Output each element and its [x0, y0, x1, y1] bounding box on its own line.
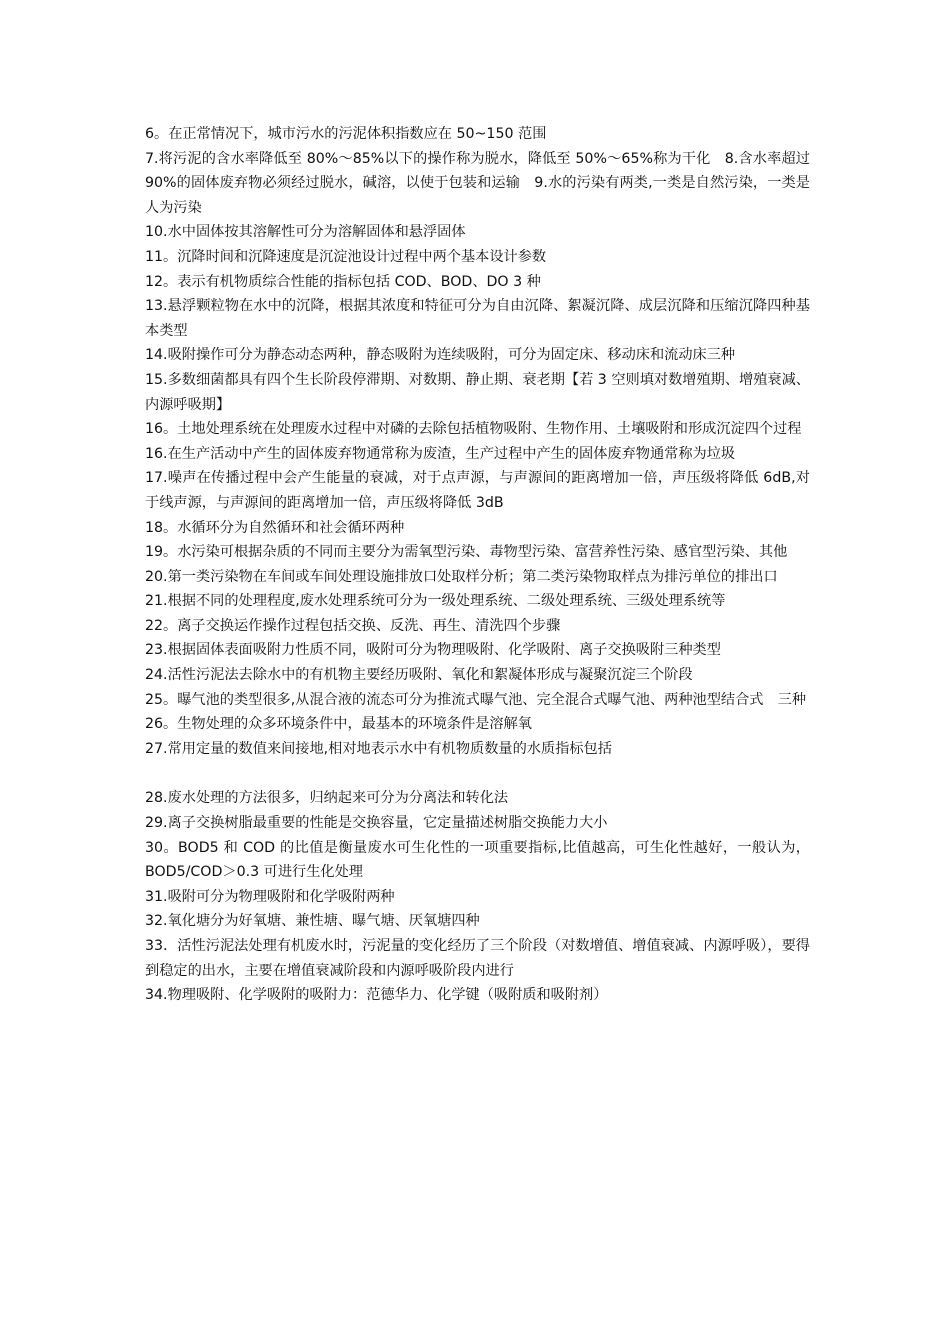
paragraph-10: 10.水中固体按其溶解性可分为溶解固体和悬浮固体: [145, 224, 466, 241]
paragraph-23: 23.根据固体表面吸附力性质不同，吸附可分为物理吸附、化学吸附、离子交换吸附三种类型: [145, 642, 721, 659]
paragraph-17: 17.噪声在传播过程中会产生能量的衰减，对于点声源，与声源间的距离增加一倍，声压级将降低 6dB,对于线声源，与声源间的距离增加一倍，声压级将降低 3dB: [145, 470, 810, 511]
paragraph-18: 18。水循环分为自然循环和社会循环两种: [145, 519, 405, 536]
paragraph-33: 33．活性污泥法处理有机废水时，污泥量的变化经历了三个阶段（对数增值、增值衰减、内源呼吸），要得到稳定的出水，主要在增值衰减阶段和内源呼吸阶段内进行: [145, 938, 810, 979]
paragraph-34: 34.物理吸附、化学吸附的吸附力：范德华力、化学键（吸附质和吸附剂）: [145, 987, 608, 1004]
paragraph-16b: 16.在生产活动中产生的固体废弃物通常称为废渣，生产过程中产生的固体废弃物通常称为垃圾: [145, 445, 736, 462]
paragraph-28: 28.废水处理的方法很多，归纳起来可分为分离法和转化法: [145, 790, 509, 807]
paragraph-14: 14.吸附操作可分为静态动态两种，静态吸附为连续吸附，可分为固定床、移动床和流动床三种: [145, 347, 736, 364]
paragraph-7-9: 7.将污泥的含水率降低至 80%～85%以下的操作称为脱水，降低至 50%～65%称为干化 8.含水率超过 90%的固体废弃物必须经过脱水，碱溶，以使于包装和运输 9.水的污染有两类,一类是自然污染，一类是人为污染: [145, 150, 810, 216]
paragraph-26: 26。生物处理的众多环境条件中，最基本的环境条件是溶解氧: [145, 716, 532, 733]
paragraph-32: 32.氧化塘分为好氧塘、兼性塘、曝气塘、厌氧塘四种: [145, 913, 480, 930]
paragraph-12: 12。表示有机物质综合性能的指标包括 COD、BOD、DO 3 种: [145, 273, 541, 290]
paragraph-25: 25。曝气池的类型很多,从混合液的流态可分为推流式曝气池、完全混合式曝气池、两种池型结合式 三种: [145, 691, 807, 708]
paragraph-19: 19。水污染可根据杂质的不同而主要分为需氧型污染、毒物型污染、富营养性污染、感官型污染、其他: [145, 544, 788, 561]
paragraph-21: 21.根据不同的处理程度,废水处理系统可分为一级处理系统、二级处理系统、三级处理系统等: [145, 593, 726, 610]
paragraph-24: 24.活性污泥法去除水中的有机物主要经历吸附、氧化和絮凝体形成与凝聚沉淀三个阶段: [145, 667, 693, 684]
blank-line: [145, 761, 810, 786]
paragraph-15: 15.多数细菌都具有四个生长阶段停滞期、对数期、静止期、衰老期【若 3 空则填对数增殖期、增殖衰减、内源呼吸期】: [145, 371, 810, 413]
paragraph-30: 30。BOD5 和 COD 的比值是衡量废水可生化性的一项重要指标,比值越高，可生化性越好，一般认为，BOD5/COD＞0.3 可进行生化处理: [145, 839, 810, 881]
paragraph-27: 27.常用定量的数值来间接地,相对地表示水中有机物质数量的水质指标包括: [145, 740, 612, 757]
paragraph-6: 6。在正常情况下，城市污水的污泥体积指数应在 50~150 范围: [145, 126, 547, 142]
paragraph-29: 29.离子交换树脂最重要的性能是交换容量，它定量描述树脂交换能力大小: [145, 815, 608, 832]
paragraph-22: 22。离子交换运作操作过程包括交换、反洗、再生、清洗四个步骤: [145, 617, 561, 634]
paragraph-11: 11。沉降时间和沉降速度是沉淀池设计过程中两个基本设计参数: [145, 248, 547, 265]
paragraph-16a: 16。土地处理系统在处理废水过程中对磷的去除包括植物吸附、生物作用、土壤吸附和形成沉淀四个过程: [145, 421, 802, 438]
paragraph-31: 31.吸附可分为物理吸附和化学吸附两种: [145, 888, 395, 905]
document-body: [145, 122, 810, 1008]
paragraph-13: 13.悬浮颗粒物在水中的沉降，根据其浓度和特征可分为自由沉降、絮凝沉降、成层沉降和压缩沉降四种基本类型: [145, 298, 810, 339]
paragraph-20: 20.第一类污染物在车间或车间处理设施排放口处取样分析；第二类污染物取样点为排污单位的排出口: [145, 568, 778, 585]
